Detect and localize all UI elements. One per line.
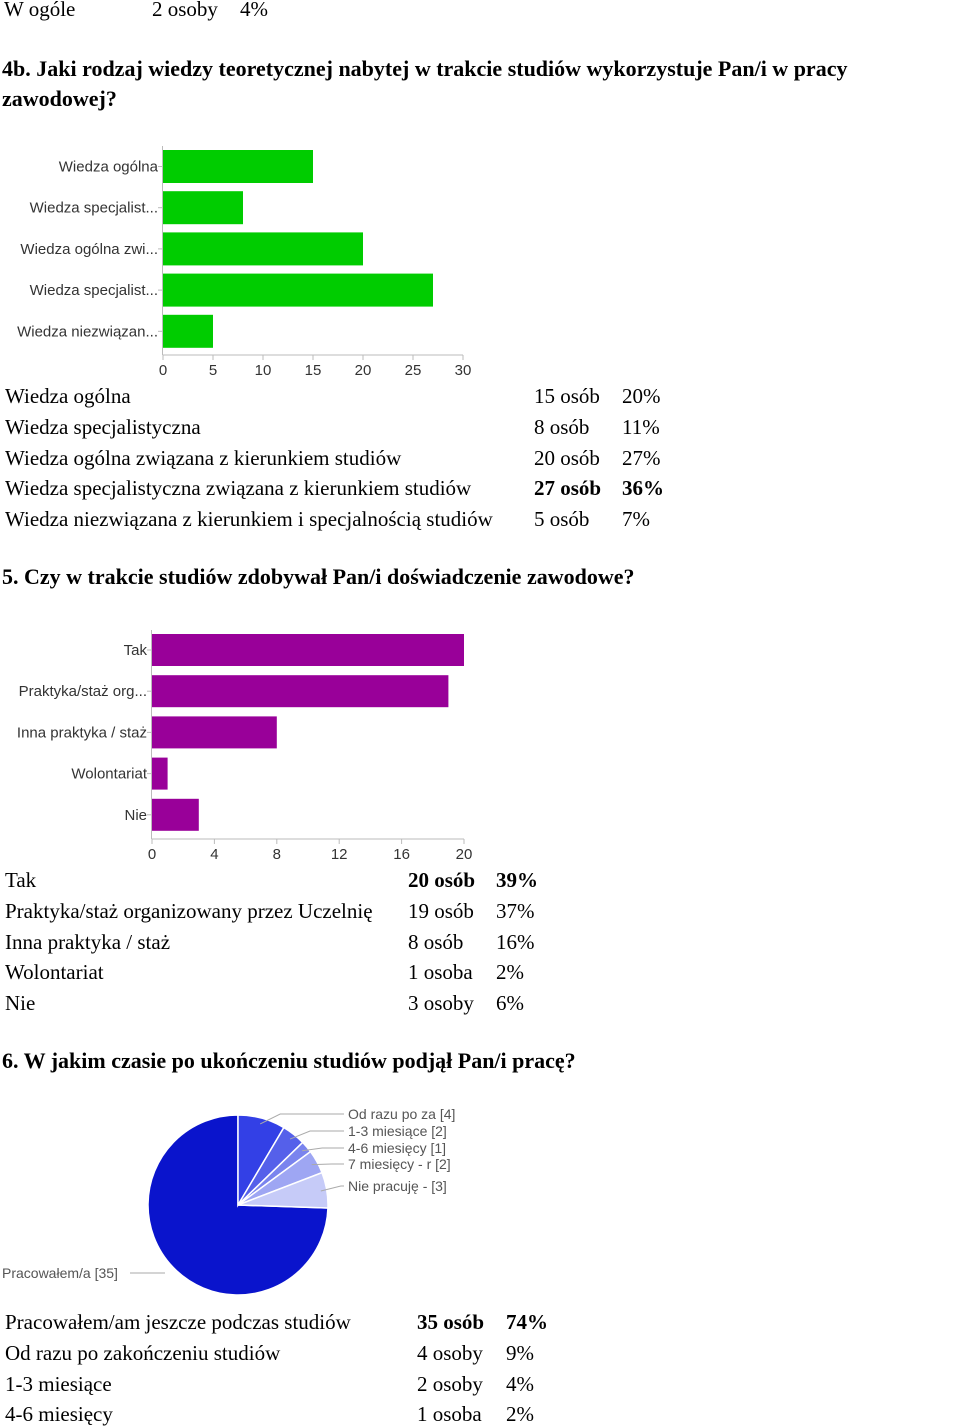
pie-slice-label: Pracowałem/a [35] bbox=[2, 1265, 118, 1281]
q4b-x-tick-label: 25 bbox=[404, 362, 422, 379]
q5-category-label: Praktyka/staż org... bbox=[18, 683, 147, 701]
q4b-category-label: Wiedza specjalist... bbox=[29, 282, 158, 300]
q4b-category-label: Wiedza ogólna zwi... bbox=[20, 240, 158, 258]
q5-category-label: Tak bbox=[123, 642, 147, 659]
q6-row-count: 35 osób bbox=[417, 1310, 485, 1334]
pie-slice-label: Od razu po za [4] bbox=[348, 1106, 456, 1122]
q4b-row-label: Wiedza specjalistyczna związana z kierunkiem studiów bbox=[5, 476, 472, 501]
q6-row-label: Od razu po zakończeniu studiów bbox=[5, 1340, 281, 1365]
q4b-category-label: Wiedza ogólna bbox=[58, 158, 158, 176]
q5-row-count: 1 osoba bbox=[408, 960, 473, 985]
q5-row-count: 20 osób bbox=[408, 868, 476, 892]
q5-x-tick-label: 12 bbox=[330, 846, 348, 863]
q5-row-label: Tak bbox=[5, 868, 37, 892]
q5-heading: 5. Czy w trakcie studiów zdobywał Pan/i doświadczenie zawodowe? bbox=[2, 564, 635, 589]
q5-row-pct: 16% bbox=[496, 929, 535, 954]
q5-x-tick-label: 16 bbox=[393, 846, 410, 863]
q4b-row-label: Wiedza ogólna bbox=[5, 384, 131, 408]
q4b-row-count: 5 osób bbox=[534, 507, 590, 532]
pie-leader-line bbox=[312, 1164, 344, 1165]
q4b-x-tick-label: 5 bbox=[208, 362, 218, 379]
q4b-row-label: Wiedza specjalistyczna bbox=[5, 414, 201, 439]
q5-x-tick-label: 20 bbox=[455, 846, 473, 863]
q4b-x-tick-label: 0 bbox=[158, 362, 168, 379]
q4b-row-label: Wiedza ogólna związana z kierunkiem studiów bbox=[5, 445, 402, 470]
q6-row-label: 4-6 miesięcy bbox=[5, 1402, 113, 1427]
q5-category-label: Wolontariat bbox=[71, 765, 147, 783]
q6-row-count: 1 osoba bbox=[417, 1402, 482, 1427]
q6-row-count: 4 osoby bbox=[417, 1340, 483, 1365]
q4b-heading: 4b. Jaki rodzaj wiedzy teoretycznej nabytej w trakcie studiów wykorzystuje Pan/i w pracy zawodowej? bbox=[2, 56, 848, 111]
q5-row-label: Nie bbox=[5, 991, 36, 1016]
top-row-pct: 4% bbox=[240, 0, 268, 21]
q5-row-count: 8 osób bbox=[408, 929, 464, 954]
q4b-row-pct: 7% bbox=[622, 507, 650, 532]
q6-heading: 6. W jakim czasie po ukończeniu studiów podjął Pan/i pracę? bbox=[2, 1048, 576, 1073]
q5-x-tick-label: 8 bbox=[272, 846, 281, 863]
q4b-row-label: Wiedza niezwiązana z kierunkiem i specjalnością studiów bbox=[5, 507, 493, 532]
pie-slice-label: 4-6 miesięcy [1] bbox=[348, 1140, 447, 1156]
q5-row-pct: 2% bbox=[496, 960, 524, 985]
q6-row-pct: 2% bbox=[506, 1402, 534, 1427]
q5-x-tick-label: 4 bbox=[210, 846, 219, 863]
q6-row-count: 2 osoby bbox=[417, 1371, 483, 1396]
q5-row-count: 19 osób bbox=[408, 898, 474, 923]
q4b-row-pct: 27% bbox=[622, 445, 661, 470]
q4b-row-count: 8 osób bbox=[534, 414, 590, 439]
q5-row-pct: 39% bbox=[496, 868, 538, 892]
q4b-row-pct: 20% bbox=[622, 384, 661, 408]
pie-slice-label: 1-3 miesiące [2] bbox=[348, 1123, 447, 1139]
q6-row-pct: 9% bbox=[506, 1340, 534, 1365]
q4b-category-label: Wiedza niezwiązan... bbox=[17, 323, 158, 341]
q4b-x-tick-label: 10 bbox=[254, 362, 272, 379]
q5-row-label: Praktyka/staż organizowany przez Uczelnię bbox=[5, 898, 373, 923]
top-row-label: W ogóle bbox=[4, 0, 76, 21]
q5-row-pct: 6% bbox=[496, 991, 524, 1016]
q5-row-label: Inna praktyka / staż bbox=[5, 929, 171, 954]
q5-category-label: Nie bbox=[124, 806, 147, 824]
q4b-row-count: 20 osób bbox=[534, 445, 600, 470]
q4b-row-count: 15 osób bbox=[534, 384, 600, 408]
q6-row-label: 1-3 miesiące bbox=[5, 1371, 112, 1396]
q5-row-label: Wolontariat bbox=[5, 960, 104, 985]
pie-slice-label: 7 miesięcy - r [2] bbox=[348, 1156, 451, 1172]
q6-row-pct: 74% bbox=[506, 1310, 548, 1334]
top-row-count: 2 osoby bbox=[152, 0, 218, 21]
pie-slice-label: Nie pracuję - [3] bbox=[348, 1178, 447, 1194]
q4b-x-tick-label: 15 bbox=[304, 362, 322, 379]
q4b-category-label: Wiedza specjalist... bbox=[29, 199, 158, 217]
q4b-x-tick-label: 20 bbox=[354, 362, 372, 379]
q6-row-label: Pracowałem/am jeszcze podczas studiów bbox=[5, 1310, 351, 1334]
q4b-row-count: 27 osób bbox=[534, 476, 602, 501]
q5-row-count: 3 osoby bbox=[408, 991, 474, 1016]
q6-row-pct: 4% bbox=[506, 1371, 534, 1396]
q4b-row-pct: 36% bbox=[622, 476, 664, 501]
q5-category-label: Inna praktyka / staż bbox=[16, 724, 147, 742]
q5-x-tick-label: 0 bbox=[147, 846, 157, 863]
q5-row-pct: 37% bbox=[496, 898, 535, 923]
q4b-x-tick-label: 30 bbox=[454, 362, 472, 379]
q4b-row-pct: 11% bbox=[622, 414, 660, 439]
